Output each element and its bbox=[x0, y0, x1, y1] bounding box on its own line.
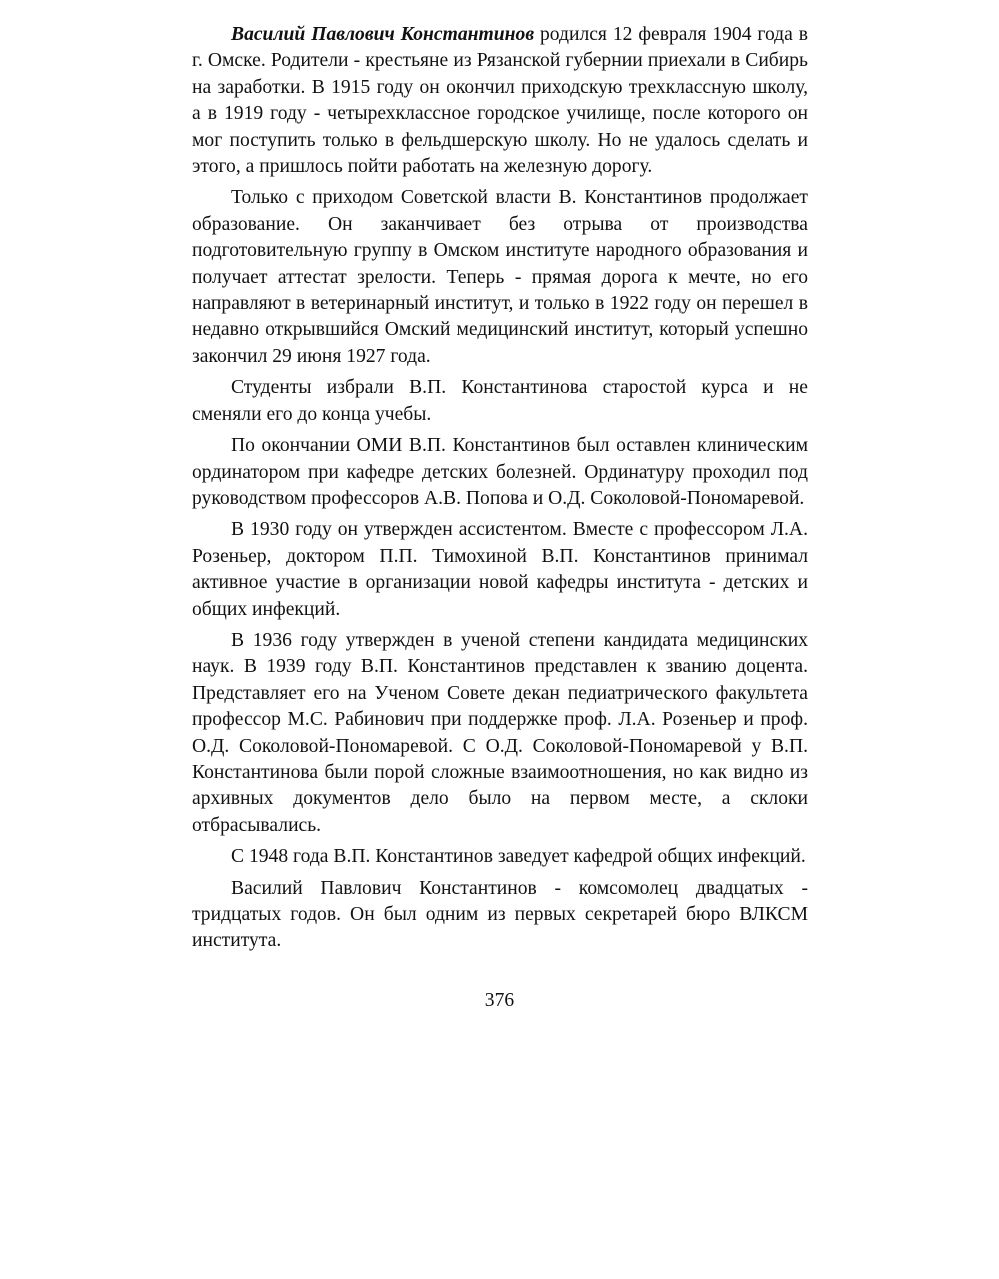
paragraph-1 bbox=[192, 22, 808, 180]
paragraph-5: В 1930 году он утвержден ассистентом. Вместе с профессором Л.А. Розеньер, доктором П.П. Тимохиной В.П. Константинов принимал активное участие в организации новой кафедры института - детских и общих инфекций. bbox=[192, 519, 808, 620]
page-number: 376 bbox=[484, 990, 515, 1011]
body-text bbox=[192, 22, 808, 960]
paragraph-3: Студенты избрали В.П. Константинова старостой курса и не сменяли его до конца учебы. bbox=[192, 377, 808, 425]
paragraph-8: Василий Павлович Константинов - комсомолец двадцатых - тридцатых годов. Он был одним из первых секретарей бюро ВЛКСМ института. bbox=[192, 877, 808, 952]
paragraph-7: С 1948 года В.П. Константинов заведует кафедрой общих инфекций. bbox=[231, 846, 806, 868]
paragraph-4: По окончании ОМИ В.П. Константинов был оставлен клиническим ординатором при кафедре детских болезней. Ординатуру проходил под руководством профессоров А.В. Попова и О.Д. Соколовой-Пономаревой. bbox=[192, 435, 808, 509]
paragraph-1-text: родился 12 февраля 1904 года в г. Омске. Родители - крестьяне из Рязанской губернии приехали в Сибирь на заработки. В 1915 году он окончил приходскую трехклассную школу, а в 1919 году - четырехклассное городское училище, после которого он мог поступить только в фельдшерскую школу. Но не удалось сделать и этого, а пришлось пойти работать на железную дорогу. bbox=[192, 24, 808, 178]
lead-name: Василий Павлович Константинов bbox=[231, 24, 535, 45]
paragraph-2: Только с приходом Советской власти В. Константинов продолжает образование. Он заканчивает без отрыва от производства подготовительную группу в Омском институте народного образования и получает аттестат зрелости. Теперь - прямая дорога к мечте, но его направляют в ветеринарный институт, и только в 1922 году он перешел в недавно открывшийся Омский медицинский институт, который успешно закончил 29 июня 1927 года. bbox=[192, 187, 808, 367]
paragraph-6: В 1936 году утвержден в ученой степени кандидата медицинских наук. В 1939 году В.П. Константинов представлен к званию доцента. Представляет его на Ученом Совете декан педиатрического факультета профессор М.С. Рабинович при поддержке проф. Л.А. Розеньер и проф. О.Д. Соколовой-Пономаревой. С О.Д. Соколовой-Пономаревой у В.П. Константинова были порой сложные взаимоотношения, но как видно из архивных документов дело было на первом месте, а склоки отбрасывались. bbox=[192, 629, 808, 836]
